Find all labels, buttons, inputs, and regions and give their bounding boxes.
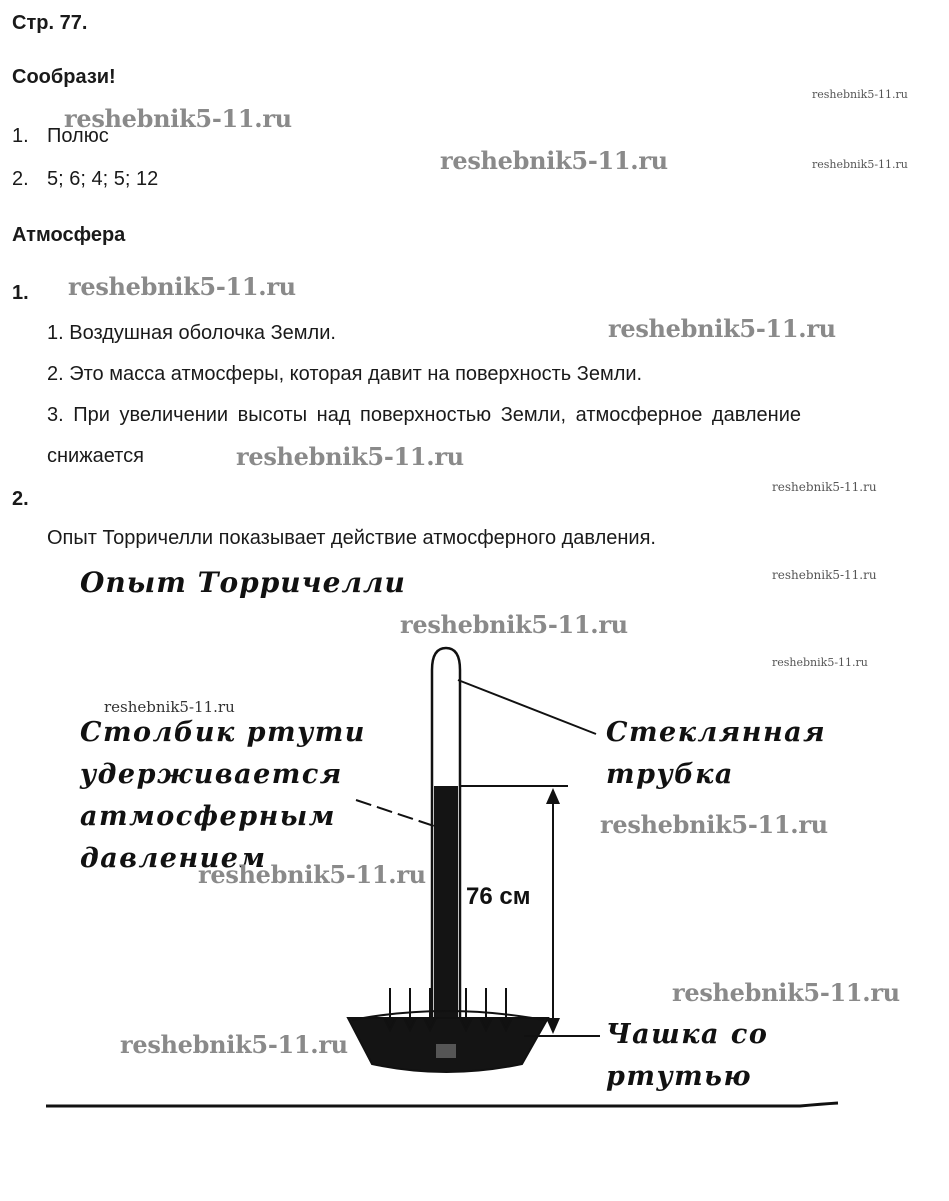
task1-answer-1: 1. Воздушная оболочка Земли. <box>47 322 336 344</box>
think-item-1-text: Полюс <box>47 125 109 147</box>
page-label: Стр. 77. <box>12 12 88 34</box>
task1-num: 1. <box>12 282 29 304</box>
watermark: reshebnik5-11.ru <box>440 146 668 175</box>
task1-answer-3-cont: снижается <box>47 445 144 467</box>
label-cup <box>606 1014 768 1098</box>
watermark: reshebnik5-11.ru <box>600 810 828 839</box>
task2-text: Опыт Торричелли показывает действие атмосферного давления. <box>47 527 656 549</box>
task1-answer-3-text: 3. При увеличении высоты над поверхностью Земли, атмосферное давление <box>47 404 801 426</box>
baseline <box>46 1103 838 1106</box>
watermark: reshebnik5-11.ru <box>772 480 877 494</box>
watermark: reshebnik5-11.ru <box>672 978 900 1007</box>
watermark: reshebnik5-11.ru <box>198 860 426 889</box>
label-mercury-line-2: удерживается <box>80 759 343 790</box>
think-item-1-num: 1. <box>12 125 29 147</box>
think-item-2-num: 2. <box>12 168 29 190</box>
column-leader <box>356 800 434 826</box>
mercury-column <box>434 786 458 1040</box>
watermark: reshebnik5-11.ru <box>120 1030 348 1059</box>
watermark: reshebnik5-11.ru <box>812 158 908 171</box>
think-item-2-text: 5; 6; 4; 5; 12 <box>47 168 159 190</box>
label-cup-line-2: ртутью <box>606 1061 753 1092</box>
figure-title: Опыт Торричелли <box>80 566 406 599</box>
label-mercury-line-4: давлением <box>80 843 267 874</box>
watermark: reshebnik5-11.ru <box>400 610 628 639</box>
tube-leader <box>458 680 596 734</box>
watermark: reshebnik5-11.ru <box>236 442 464 471</box>
label-tube-line-1: Стеклянная <box>606 717 827 748</box>
watermark: reshebnik5-11.ru <box>104 698 235 716</box>
watermark: reshebnik5-11.ru <box>772 656 868 669</box>
watermark: reshebnik5-11.ru <box>772 568 877 582</box>
task2-num: 2. <box>12 488 29 510</box>
task1-answer-2: 2. Это масса атмосферы, которая давит на поверхность Земли. <box>47 363 643 385</box>
label-mercury-column <box>80 712 366 880</box>
label-glass-tube <box>606 712 826 796</box>
label-mercury-line-3: атмосферным <box>80 801 336 832</box>
watermark: reshebnik5-11.ru <box>68 272 296 301</box>
label-cup-line-1: Чашка со <box>606 1019 769 1050</box>
section-atmosphere-title: Атмосфера <box>12 224 126 246</box>
watermark: reshebnik5-11.ru <box>812 88 908 101</box>
label-tube-line-2: трубка <box>606 759 734 790</box>
watermark: reshebnik5-11.ru <box>64 104 292 133</box>
section-think-title: Сообрази! <box>12 66 116 88</box>
label-mercury-line-1: Столбик ртути <box>80 717 366 748</box>
watermark: reshebnik5-11.ru <box>608 314 836 343</box>
measure-label: 76 см <box>466 883 531 910</box>
